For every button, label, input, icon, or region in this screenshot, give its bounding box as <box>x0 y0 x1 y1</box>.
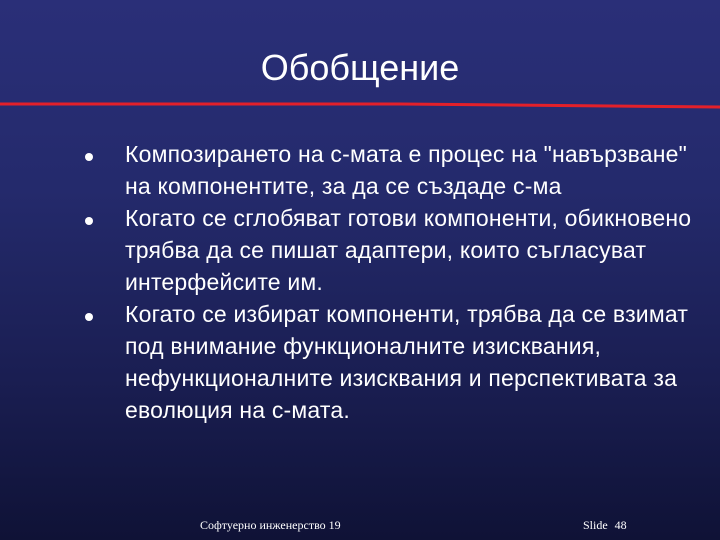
title-underline <box>0 101 720 109</box>
footer-course: Софтуерно инженерство 19 <box>200 518 341 532</box>
footer-slide-number: Slide 48 <box>583 518 627 532</box>
title-underline-stroke <box>0 104 720 107</box>
bullet-list <box>78 138 698 426</box>
bullet-text: Композирането на с-мата е процес на "навързване" на компонентите, за да се създаде с-ма <box>125 141 688 199</box>
bullet-text: Когато се сглобяват готови компоненти, обикновено трябва да се пишат адаптери, които съгласуват интерфейсите им. <box>125 205 692 295</box>
bullet-text: Когато се избират компоненти, трябва да се взимат под внимание функционалните изисквания, нефункционалните изисквания и перспективата за еволюция на с-мата. <box>125 301 689 423</box>
slide-title: Обобщение <box>260 47 460 88</box>
bullet-item <box>78 138 698 202</box>
bullet-item <box>78 298 698 426</box>
bullet-dot-icon <box>85 153 93 161</box>
bullet-dot-icon <box>85 313 93 321</box>
bullet-item <box>78 202 698 298</box>
bullet-dot-icon <box>85 217 93 225</box>
